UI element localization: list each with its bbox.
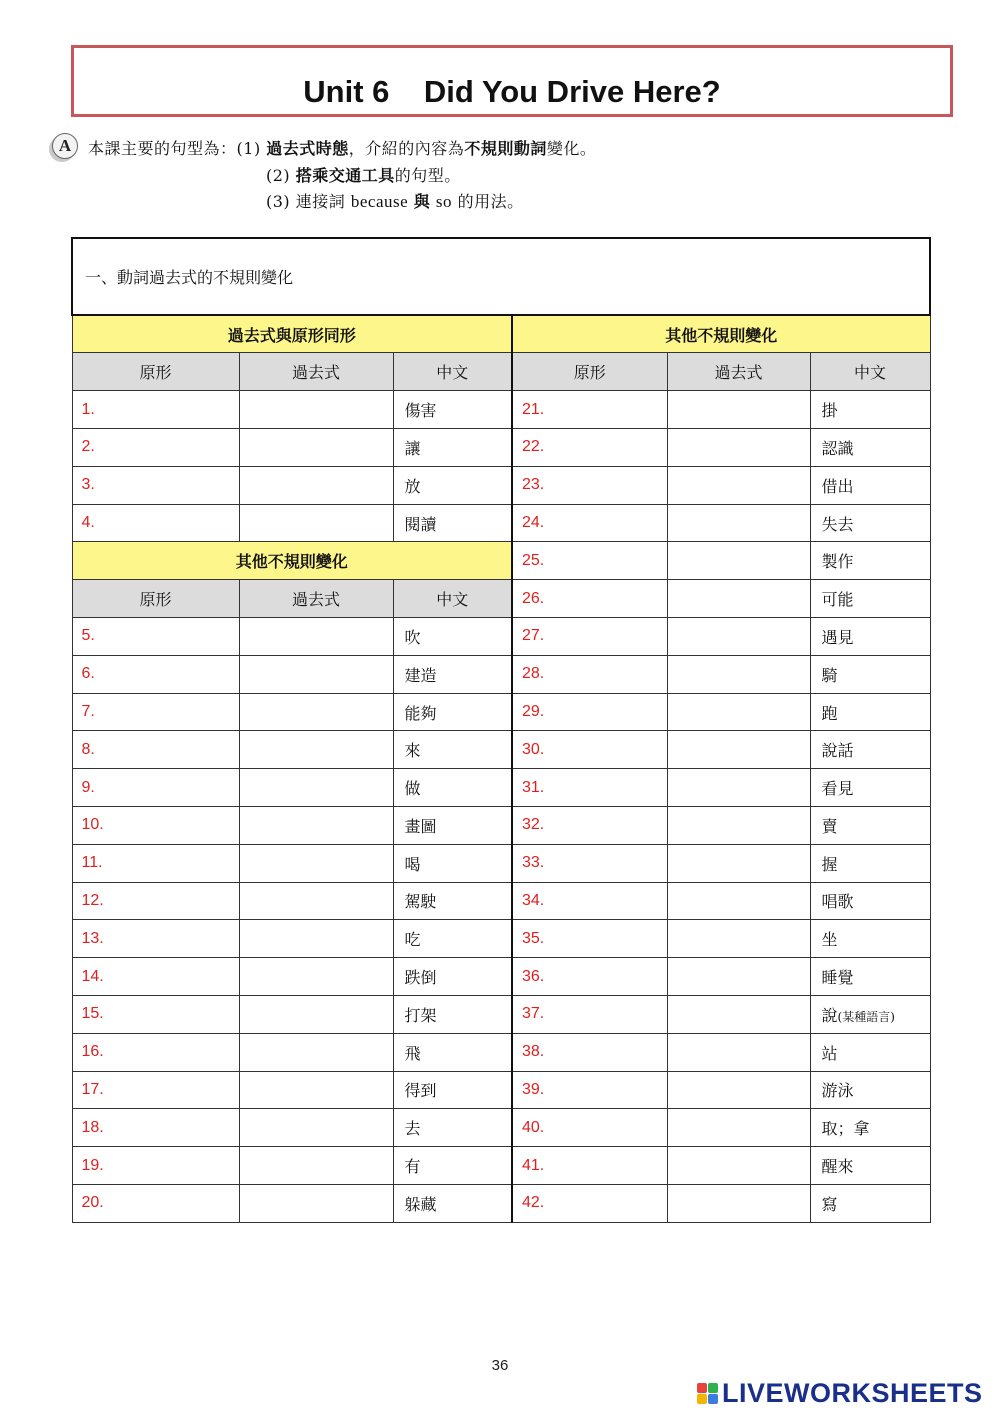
verb-chinese-cell	[810, 1109, 930, 1147]
verb-chinese-cell	[393, 466, 512, 504]
verb-past-cell[interactable]	[239, 958, 393, 996]
verb-chinese-cell	[810, 807, 930, 845]
verb-chinese-cell	[810, 429, 930, 467]
intro-item3-and: 與	[413, 192, 431, 211]
chinese-meaning: 認識	[821, 438, 854, 458]
verb-chinese-cell	[810, 618, 930, 656]
verb-chinese-cell	[393, 882, 512, 920]
verb-past-cell[interactable]	[239, 769, 393, 807]
table-row	[72, 1071, 930, 1109]
verb-past-cell[interactable]	[667, 429, 810, 467]
verb-chinese-cell	[393, 618, 512, 656]
verb-past-cell[interactable]	[667, 618, 810, 656]
verb-past-cell[interactable]	[239, 731, 393, 769]
verb-past-cell[interactable]	[239, 882, 393, 920]
table-section-row	[72, 238, 930, 315]
verb-past-cell[interactable]	[667, 1147, 810, 1185]
chinese-meaning: 建造	[404, 665, 437, 685]
verb-base-cell[interactable]: 18.	[72, 1109, 239, 1147]
intro-item1-bold: 過去式時態	[266, 139, 349, 158]
verb-base-cell[interactable]: 5.	[72, 618, 239, 656]
verb-chinese-cell	[810, 504, 930, 542]
chinese-meaning: 跌倒	[404, 968, 437, 988]
verb-base-cell[interactable]: 14.	[72, 958, 239, 996]
verb-chinese-cell	[810, 655, 930, 693]
verb-base-cell[interactable]: 29.	[512, 693, 667, 731]
intro-item3-num: (3)	[266, 192, 291, 211]
chinese-meaning: 能夠	[404, 703, 437, 723]
verb-chinese-cell	[810, 920, 930, 958]
verb-chinese-cell	[393, 995, 512, 1033]
chinese-meaning: 遇見	[821, 627, 854, 647]
table-row	[72, 995, 930, 1033]
chinese-meaning: 說話	[821, 741, 854, 761]
intro-line-3	[266, 189, 524, 212]
verb-chinese-cell	[393, 1147, 512, 1185]
verb-base-cell[interactable]: 31.	[512, 769, 667, 807]
verb-chinese-cell	[810, 844, 930, 882]
verb-past-cell[interactable]	[667, 655, 810, 693]
intro-item1-bold2: 不規則動詞	[464, 139, 547, 158]
table-row	[72, 769, 930, 807]
verb-base-cell[interactable]: 3.	[72, 466, 239, 504]
verb-base-cell[interactable]: 10.	[72, 807, 239, 845]
chinese-meaning: 看見	[821, 779, 854, 799]
verb-past-cell[interactable]	[667, 1071, 810, 1109]
chinese-meaning: 可能	[821, 590, 854, 610]
verb-chinese-cell	[393, 844, 512, 882]
verb-past-cell[interactable]	[239, 429, 393, 467]
verb-base-cell[interactable]: 2.	[72, 429, 239, 467]
verb-base-cell[interactable]: 42.	[512, 1184, 667, 1222]
table-row	[72, 580, 930, 618]
verb-base-cell[interactable]: 38.	[512, 1033, 667, 1071]
verb-chinese-cell	[393, 920, 512, 958]
verb-past-cell[interactable]	[667, 995, 810, 1033]
verb-past-cell[interactable]	[667, 920, 810, 958]
chinese-meaning: 寫	[821, 1194, 838, 1214]
verb-chinese-cell	[393, 1033, 512, 1071]
verb-past-cell[interactable]	[667, 580, 810, 618]
verb-base-cell[interactable]: 39.	[512, 1071, 667, 1109]
intro-item2-end: 的句型。	[394, 166, 461, 185]
chinese-meaning: 賣	[821, 816, 838, 836]
verb-past-cell[interactable]	[667, 391, 810, 429]
verb-base-cell[interactable]: 17.	[72, 1071, 239, 1109]
chinese-meaning: 製作	[821, 552, 854, 572]
verb-chinese-cell	[393, 391, 512, 429]
verb-base-cell[interactable]: 28.	[512, 655, 667, 693]
column-header-chinese: 中文	[810, 353, 930, 391]
verb-base-cell[interactable]: 20.	[72, 1184, 239, 1222]
verb-base-cell[interactable]: 6.	[72, 655, 239, 693]
verb-chinese-cell	[393, 769, 512, 807]
table-row	[72, 1033, 930, 1071]
verb-base-cell[interactable]: 40.	[512, 1109, 667, 1147]
verb-past-cell[interactable]	[667, 769, 810, 807]
logo-square-icon	[697, 1394, 707, 1404]
verb-base-cell[interactable]: 41.	[512, 1147, 667, 1185]
verb-base-cell[interactable]: 24.	[512, 504, 667, 542]
chinese-meaning: 借出	[821, 476, 854, 496]
verb-past-cell[interactable]	[667, 466, 810, 504]
verb-past-cell[interactable]	[239, 618, 393, 656]
verb-chinese-cell	[393, 807, 512, 845]
verb-chinese-cell	[810, 1033, 930, 1071]
table-row	[72, 1184, 930, 1222]
group-header-row	[72, 315, 930, 353]
verb-chinese-cell	[393, 693, 512, 731]
verb-chinese-cell	[393, 1109, 512, 1147]
intro-item3-pre: 連接詞	[295, 192, 346, 211]
verb-base-cell[interactable]: 19.	[72, 1147, 239, 1185]
verb-past-cell[interactable]	[667, 807, 810, 845]
verb-past-cell[interactable]	[239, 1033, 393, 1071]
section-a-badge: A	[52, 133, 78, 159]
verb-base-cell[interactable]: 36.	[512, 958, 667, 996]
verb-chinese-cell	[810, 542, 930, 580]
verb-base-cell[interactable]: 30.	[512, 731, 667, 769]
logo-square-icon	[708, 1394, 718, 1404]
chinese-meaning: 站	[821, 1043, 838, 1063]
verb-past-cell[interactable]	[667, 1033, 810, 1071]
table-row	[72, 844, 930, 882]
chinese-meaning: 醒來	[821, 1157, 854, 1177]
chinese-meaning: 打架	[404, 1005, 437, 1025]
logo-square-icon	[708, 1383, 718, 1393]
verb-past-cell[interactable]	[239, 693, 393, 731]
column-header-past: 過去式	[239, 353, 393, 391]
verb-chinese-cell	[393, 655, 512, 693]
chinese-meaning: 去	[404, 1119, 421, 1139]
verb-base-cell[interactable]: 22.	[512, 429, 667, 467]
verb-base-cell[interactable]: 32.	[512, 807, 667, 845]
chinese-meaning: 坐	[821, 930, 838, 950]
verb-base-cell[interactable]: 9.	[72, 769, 239, 807]
verb-chinese-cell	[810, 580, 930, 618]
chinese-meaning: 跑	[821, 703, 838, 723]
verb-past-cell[interactable]	[667, 731, 810, 769]
verb-base-cell[interactable]: 8.	[72, 731, 239, 769]
verb-past-cell[interactable]	[239, 807, 393, 845]
column-header-chinese: 中文	[393, 580, 512, 618]
verb-chinese-cell	[393, 1071, 512, 1109]
intro-item1-end: 變化。	[546, 139, 597, 158]
verb-chinese-cell	[810, 995, 930, 1033]
verb-chinese-cell	[393, 958, 512, 996]
verb-base-cell[interactable]: 35.	[512, 920, 667, 958]
chinese-meaning: 傷害	[404, 401, 437, 421]
column-header-past: 過去式	[667, 353, 810, 391]
intro-item1-num: (1)	[236, 139, 261, 158]
verb-chinese-cell	[810, 882, 930, 920]
intro-word-so: so	[435, 192, 453, 211]
verb-chinese-cell	[393, 1184, 512, 1222]
verb-past-cell[interactable]	[667, 693, 810, 731]
table-row	[72, 466, 930, 504]
verb-base-cell[interactable]: 12.	[72, 882, 239, 920]
verb-past-cell[interactable]	[239, 1184, 393, 1222]
column-header-base: 原形	[72, 580, 239, 618]
verb-past-cell[interactable]	[239, 655, 393, 693]
intro-item1-mid: ，介紹的內容為	[348, 139, 465, 158]
chinese-meaning: 失去	[821, 514, 854, 534]
table-row	[72, 504, 930, 542]
table-row	[72, 731, 930, 769]
chinese-meaning: 躲藏	[404, 1194, 437, 1214]
chinese-meaning: 喝	[404, 854, 421, 874]
verb-base-cell[interactable]: 33.	[512, 844, 667, 882]
chinese-meaning: 飛	[404, 1043, 421, 1063]
table-row	[72, 1147, 930, 1185]
verb-chinese-cell	[810, 1071, 930, 1109]
table-row	[72, 1109, 930, 1147]
verb-base-cell[interactable]: 21.	[512, 391, 667, 429]
column-header-base: 原形	[512, 353, 667, 391]
verb-base-cell[interactable]: 26.	[512, 580, 667, 618]
verb-chinese-cell	[810, 466, 930, 504]
table-row	[72, 882, 930, 920]
verb-base-cell[interactable]: 25.	[512, 542, 667, 580]
chinese-meaning: 放	[404, 476, 421, 496]
chinese-meaning: 閱讀	[404, 514, 437, 534]
chinese-meaning: 做	[404, 779, 421, 799]
intro-lead: 本課主要的句型為：	[88, 139, 237, 158]
verb-chinese-cell	[810, 693, 930, 731]
table-row	[72, 655, 930, 693]
verb-base-cell[interactable]: 27.	[512, 618, 667, 656]
chinese-meaning: 畫圖	[404, 816, 437, 836]
section-title: 一、動詞過去式的不規則變化	[72, 238, 930, 315]
verb-base-cell[interactable]: 11.	[72, 844, 239, 882]
verb-past-cell[interactable]	[667, 882, 810, 920]
intro-word-because: because	[350, 192, 409, 211]
verb-base-cell[interactable]: 34.	[512, 882, 667, 920]
verb-past-cell[interactable]	[239, 504, 393, 542]
chinese-meaning: 有	[404, 1157, 421, 1177]
verb-chinese-cell	[810, 391, 930, 429]
verb-past-cell[interactable]	[667, 1109, 810, 1147]
table-row	[72, 693, 930, 731]
table-row	[72, 807, 930, 845]
verb-base-cell[interactable]: 4.	[72, 504, 239, 542]
verb-base-cell[interactable]: 37.	[512, 995, 667, 1033]
group-header-other-left: 其他不規則變化	[72, 542, 512, 580]
verb-past-cell[interactable]	[239, 995, 393, 1033]
chinese-meaning: 游泳	[821, 1081, 854, 1101]
verb-past-cell[interactable]	[239, 844, 393, 882]
irregular-verbs-table	[71, 237, 931, 1223]
verb-past-cell[interactable]	[239, 391, 393, 429]
verb-base-cell[interactable]: 15.	[72, 995, 239, 1033]
table-row	[72, 391, 930, 429]
verb-past-cell[interactable]	[667, 542, 810, 580]
chinese-meaning: 取；拿	[821, 1119, 870, 1139]
verb-chinese-cell	[810, 1147, 930, 1185]
chinese-meaning: 握	[821, 854, 838, 874]
column-header-base: 原形	[72, 353, 239, 391]
chinese-meaning: 唱歌	[821, 892, 854, 912]
table-row	[72, 542, 930, 580]
verb-past-cell[interactable]	[239, 920, 393, 958]
column-header-row	[72, 353, 930, 391]
liveworksheets-mark-icon	[697, 1383, 718, 1404]
verb-chinese-cell	[393, 731, 512, 769]
table-row	[72, 920, 930, 958]
verb-past-cell[interactable]	[667, 844, 810, 882]
chinese-meaning: 得到	[404, 1081, 437, 1101]
chinese-meaning: 駕駛	[404, 892, 437, 912]
verb-chinese-cell	[393, 429, 512, 467]
intro-item3-end: 的用法。	[457, 192, 524, 211]
verb-chinese-cell	[393, 504, 512, 542]
verb-chinese-cell	[810, 731, 930, 769]
chinese-note: (某種語言)	[837, 1009, 895, 1024]
intro-line-1	[88, 136, 596, 159]
logo-square-icon	[697, 1383, 707, 1393]
verb-past-cell[interactable]	[239, 466, 393, 504]
verb-base-cell[interactable]: 1.	[72, 391, 239, 429]
verb-past-cell[interactable]	[239, 1109, 393, 1147]
verb-chinese-cell	[810, 958, 930, 996]
chinese-meaning: 來	[404, 741, 421, 761]
verb-past-cell[interactable]	[667, 504, 810, 542]
page-number: 36	[491, 1357, 509, 1374]
title-box	[71, 45, 953, 117]
verb-past-cell[interactable]	[667, 958, 810, 996]
verb-chinese-cell	[810, 1184, 930, 1222]
unit-title: Unit 6 Did You Drive Here?	[303, 74, 721, 109]
verb-past-cell[interactable]	[239, 1071, 393, 1109]
chinese-meaning: 睡覺	[821, 968, 854, 988]
chinese-meaning: 吹	[404, 627, 421, 647]
column-header-chinese: 中文	[393, 353, 512, 391]
verb-chinese-cell	[810, 769, 930, 807]
intro-line-2	[266, 163, 461, 186]
chinese-meaning: 讓	[404, 438, 421, 458]
chinese-meaning: 掛	[821, 401, 838, 421]
verb-base-cell[interactable]: 7.	[72, 693, 239, 731]
table-row	[72, 958, 930, 996]
intro-item2-num: (2)	[266, 166, 291, 185]
column-header-past: 過去式	[239, 580, 393, 618]
verb-past-cell[interactable]	[667, 1184, 810, 1222]
verb-base-cell[interactable]: 13.	[72, 920, 239, 958]
verb-base-cell[interactable]: 23.	[512, 466, 667, 504]
chinese-meaning: 吃	[404, 930, 421, 950]
verb-past-cell[interactable]	[239, 1147, 393, 1185]
chinese-meaning: 說	[821, 1005, 838, 1025]
group-header-same-form: 過去式與原形同形	[72, 315, 512, 353]
intro-item2-bold: 搭乘交通工具	[295, 166, 395, 185]
group-header-other-right: 其他不規則變化	[512, 315, 930, 353]
table-row	[72, 618, 930, 656]
liveworksheets-wordmark: LIVEWORKSHEETS	[722, 1377, 983, 1408]
verb-base-cell[interactable]: 16.	[72, 1033, 239, 1071]
chinese-meaning: 騎	[821, 665, 838, 685]
liveworksheets-logo[interactable]	[697, 1376, 983, 1410]
table-row	[72, 429, 930, 467]
